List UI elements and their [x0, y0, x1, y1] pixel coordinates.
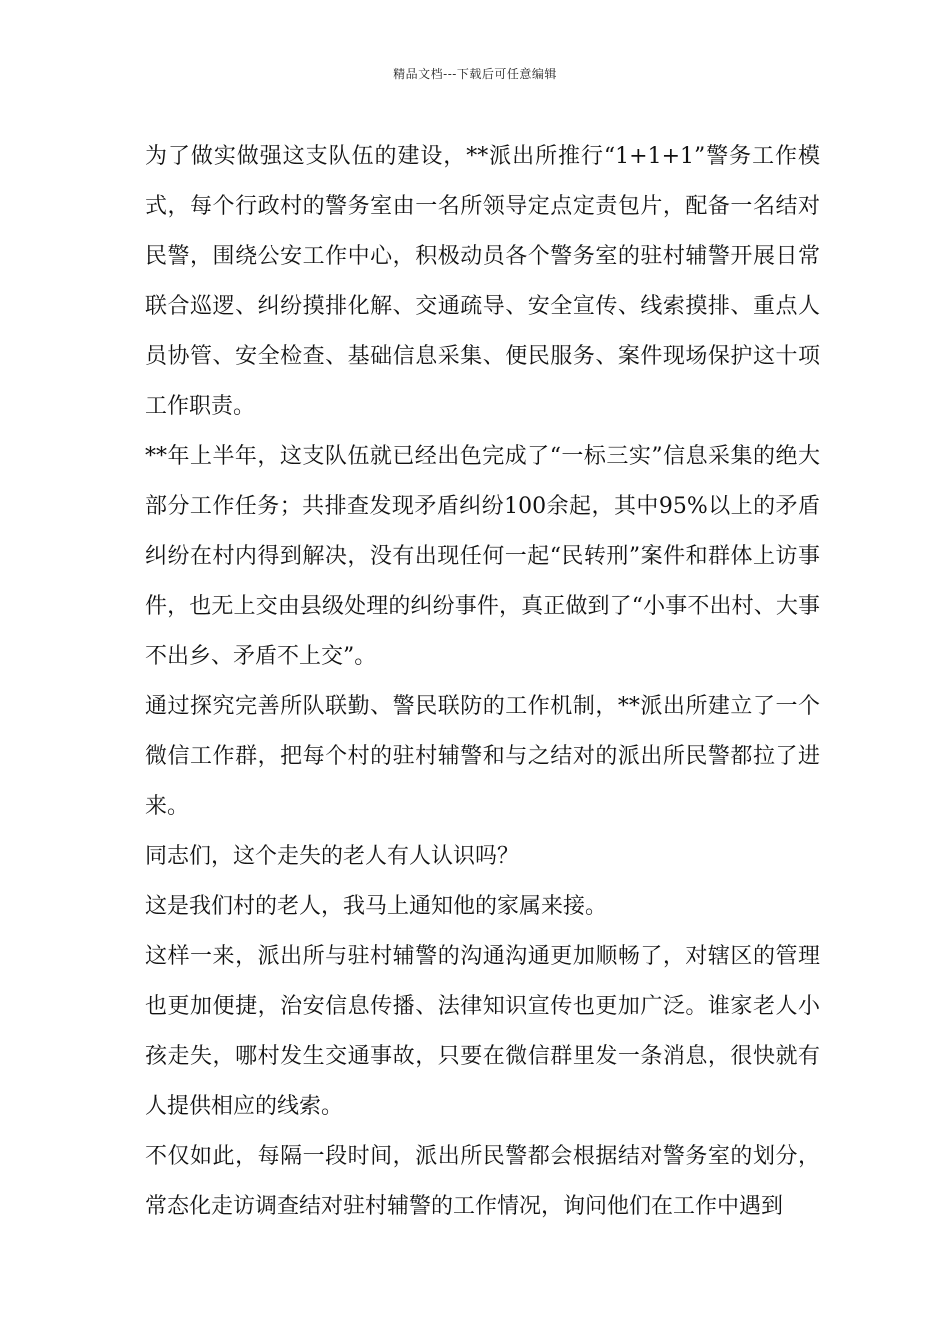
paragraph: 通过探究完善所队联勤、警民联防的工作机制，**派出所建立了一个微信工作群，把每个村的驻村辅警和与之结对的派出所民警都拉了进来。 [145, 694, 820, 819]
page-header: 精品文档---下载后可任意编辑 [393, 67, 557, 81]
paragraph: 同志们，这个走失的老人有人认识吗？ [145, 844, 520, 869]
paragraph: **年上半年，这支队伍就已经出色完成了“一标三实”信息采集的绝大部分工作任务；共排查发现矛盾纠纷100余起，其中95%以上的矛盾纠纷在村内得到解决，没有出现任何一起“民转刑”案件和群体上访事件，也无上交由县级处理的纠纷事件，真正做到了“小事不出村、大事不出乡、矛盾不上交”。 [145, 444, 820, 669]
document-body [145, 132, 820, 1232]
paragraph: 为了做实做强这支队伍的建设，**派出所推行“1+1+1”警务工作模式，每个行政村的警务室由一名所领导定点定责包片，配备一名结对民警，围绕公安工作中心，积极动员各个警务室的驻村辅警开展日常联合巡逻、纠纷摸排化解、交通疏导、安全宣传、线索摸排、重点人员协管、安全检查、基础信息采集、便民服务、案件现场保护这十项工作职责。 [145, 144, 820, 419]
paragraph: 不仅如此，每隔一段时间，派出所民警都会根据结对警务室的划分，常态化走访调查结对驻村辅警的工作情况，询问他们在工作中遇到 [145, 1144, 820, 1219]
paragraph: 这样一来，派出所与驻村辅警的沟通沟通更加顺畅了，对辖区的管理也更加便捷，治安信息传播、法律知识宣传也更加广泛。谁家老人小孩走失，哪村发生交通事故，只要在微信群里发一条消息，很快就有人提供相应的线索。 [145, 944, 820, 1119]
paragraph: 这是我们村的老人，我马上通知他的家属来接。 [145, 894, 608, 919]
